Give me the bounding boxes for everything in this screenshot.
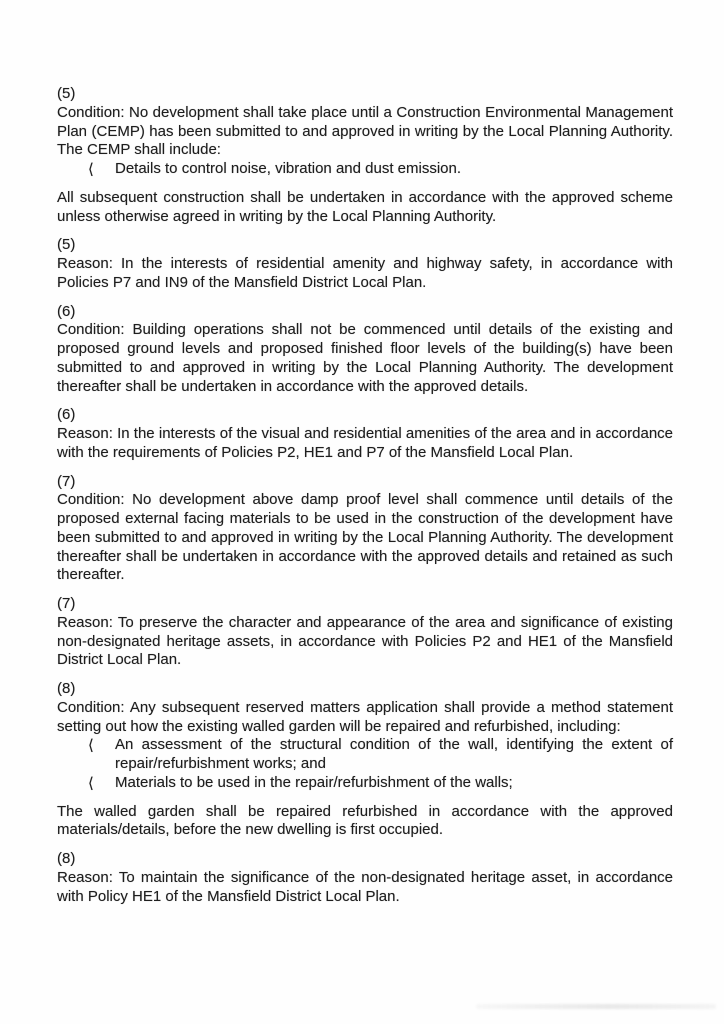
condition-number: (6) xyxy=(57,302,76,320)
paragraph-block xyxy=(57,803,673,841)
reason-block-8 xyxy=(57,850,673,906)
paragraph-text: The walled garden shall be repaired refurbished in accordance with the approved materials/details, before the new dwelling is first occupied. xyxy=(57,802,673,839)
angle-bracket-bullet-icon: ⟨ xyxy=(88,736,94,755)
condition-text: Condition: No development shall take place until a Construction Environmental Management Plan (CEMP) has been submitted to and approved in writing by the Local Planning Authority. The CEMP shall include: xyxy=(57,103,673,159)
reason-text: Reason: To preserve the character and appearance of the area and significance of existing non-designated heritage assets, in accordance with Policies P2 and HE1 of the Mansfield District Local Plan. xyxy=(57,613,673,669)
condition-text: Condition: No development above damp proof level shall commence until details of the proposed external facing materials to be used in the construction of the development have been submitted to and approved in writing by the Local Planning Authority. The development thereafter shall be undertaken in accordance with the approved details and retained as such thereafter. xyxy=(57,491,673,584)
angle-bracket-bullet-icon: ⟨ xyxy=(88,160,94,178)
reason-text: Reason: In the interests of residential amenity and highway safety, in accordance with Policies P7 and IN9 of the Mansfield District Local Plan. xyxy=(57,255,673,291)
reason-block-7 xyxy=(57,595,673,670)
condition-block-8 xyxy=(57,680,673,793)
scan-artifact xyxy=(476,1004,716,1009)
bullet-text: Materials to be used in the repair/refurbishment of the walls; xyxy=(115,773,513,791)
bullet-list xyxy=(88,736,673,792)
paragraph-block xyxy=(57,189,673,227)
condition-block-5 xyxy=(57,85,673,179)
bullet-list xyxy=(88,160,673,179)
reason-block-5 xyxy=(57,236,673,292)
condition-text: Condition: Building operations shall not be commenced until details of the existing and proposed ground levels and proposed finished floor levels of the building(s) have been submitted to and approved in writing by the Local Planning Authority. The development thereafter shall be undertaken in accordance with the approved details. xyxy=(57,321,673,395)
condition-block-7 xyxy=(57,473,673,586)
angle-bracket-bullet-icon: ⟨ xyxy=(88,773,94,792)
reason-number: (7) xyxy=(57,595,76,612)
bullet-text: An assessment of the structural condition of the wall, identifying the extent of repair/refurbishment works; and xyxy=(115,736,673,772)
list-item xyxy=(88,160,673,179)
condition-text: Condition: Any subsequent reserved matters application shall provide a method statement setting out how the existing walled garden will be repaired and refurbished, including: xyxy=(57,698,673,735)
condition-number: (7) xyxy=(57,472,76,490)
condition-number: (8) xyxy=(57,680,76,697)
list-item xyxy=(88,736,673,774)
reason-number: (6) xyxy=(57,406,76,424)
reason-text: Reason: To maintain the significance of the non-designated heritage asset, in accordance with Policy HE1 of the Mansfield District Local Plan. xyxy=(57,868,673,905)
reason-number: (5) xyxy=(57,236,76,254)
reason-block-6 xyxy=(57,406,673,462)
reason-text: Reason: In the interests of the visual and residential amenities of the area and in accordance with the requirements of Policies P2, HE1 and P7 of the Mansfield Local Plan. xyxy=(57,425,673,461)
condition-block-6 xyxy=(57,303,673,397)
condition-number: (5) xyxy=(57,85,76,102)
reason-number: (8) xyxy=(57,850,76,867)
bullet-text: Details to control noise, vibration and dust emission. xyxy=(115,160,462,177)
list-item xyxy=(88,774,673,793)
document-page xyxy=(57,85,673,916)
paragraph-text: All subsequent construction shall be undertaken in accordance with the approved scheme unless otherwise agreed in writing by the Local Planning Authority. xyxy=(57,188,673,225)
